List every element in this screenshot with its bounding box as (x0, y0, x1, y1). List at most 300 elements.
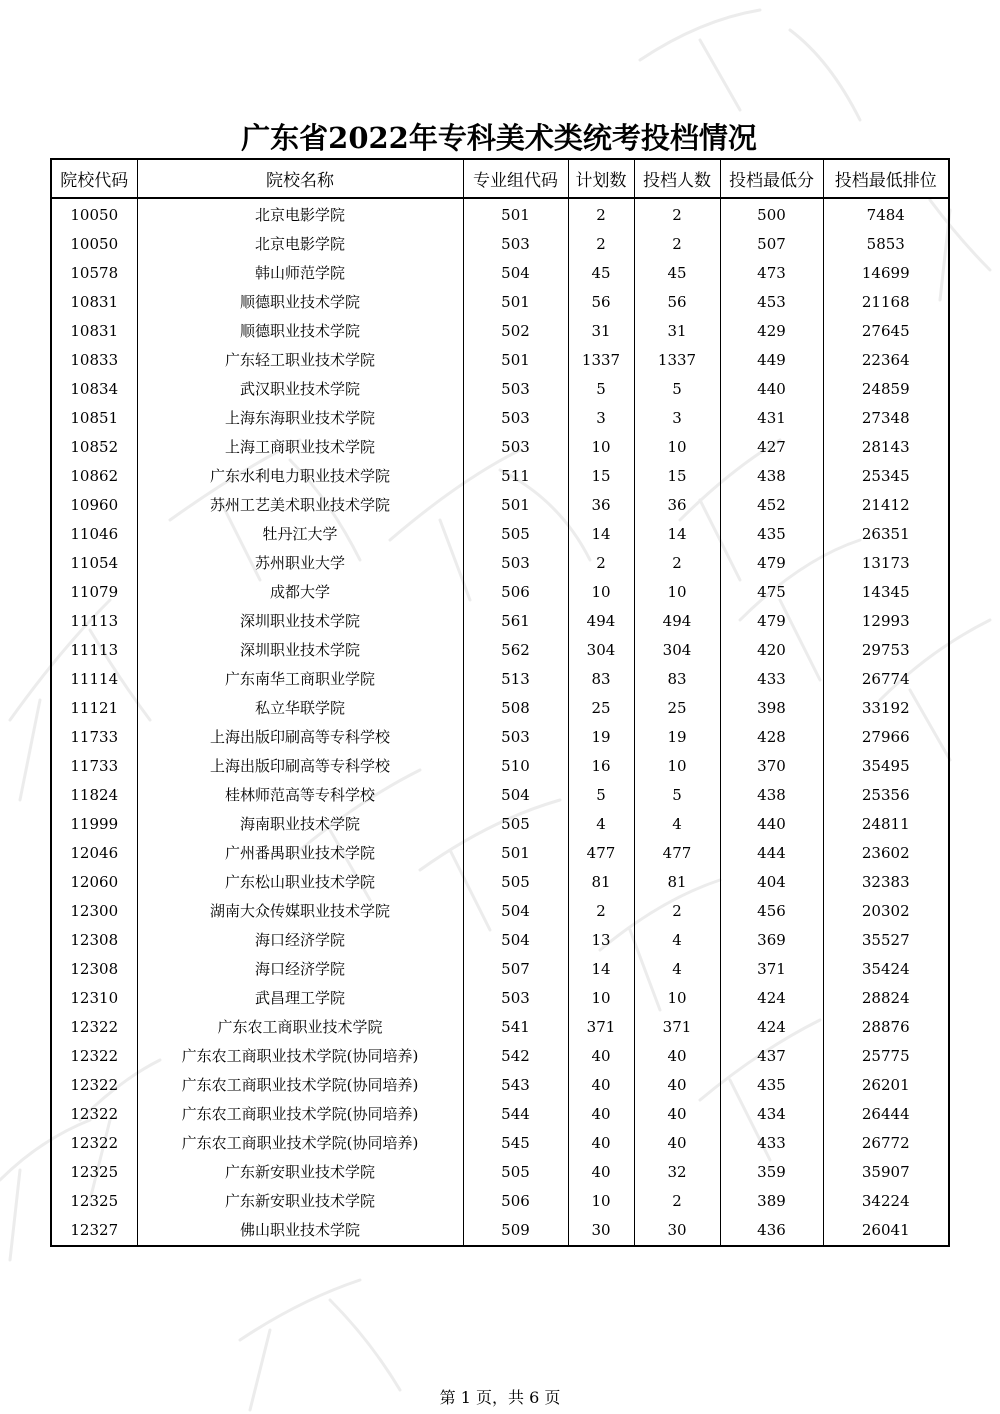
admission-table (50, 158, 950, 1247)
plan-count-cell: 477 (568, 839, 634, 868)
min-score-cell: 359 (720, 1158, 823, 1187)
admitted-count-cell: 10 (634, 752, 720, 781)
school-code-cell: 11114 (51, 665, 137, 694)
school-code-cell: 12322 (51, 1129, 137, 1158)
plan-count-cell: 13 (568, 926, 634, 955)
school-code-cell: 12322 (51, 1100, 137, 1129)
plan-count-cell: 10 (568, 984, 634, 1013)
school-name-cell: 广东农工商职业技术学院(协同培养) (137, 1071, 463, 1100)
school-code-cell: 11054 (51, 549, 137, 578)
school-name-cell: 北京电影学院 (137, 198, 463, 230)
admitted-count-cell: 14 (634, 520, 720, 549)
group-code-cell: 501 (463, 288, 568, 317)
group-code-cell: 507 (463, 955, 568, 984)
group-code-cell: 504 (463, 926, 568, 955)
min-rank-cell: 25345 (823, 462, 949, 491)
school-name-cell: 广东新安职业技术学院 (137, 1187, 463, 1216)
school-name-cell: 韩山师范学院 (137, 259, 463, 288)
plan-count-cell: 19 (568, 723, 634, 752)
school-name-cell: 广东南华工商职业学院 (137, 665, 463, 694)
school-name-cell: 上海出版印刷高等专科学校 (137, 752, 463, 781)
school-code-cell: 10831 (51, 288, 137, 317)
admitted-count-cell: 10 (634, 433, 720, 462)
table-row (51, 346, 949, 375)
school-name-cell: 广东农工商职业技术学院(协同培养) (137, 1042, 463, 1071)
admitted-count-cell: 83 (634, 665, 720, 694)
table-row (51, 1071, 949, 1100)
plan-count-cell: 14 (568, 520, 634, 549)
group-code-cell: 544 (463, 1100, 568, 1129)
group-code-cell: 543 (463, 1071, 568, 1100)
school-name-cell: 武昌理工学院 (137, 984, 463, 1013)
admitted-count-cell: 30 (634, 1216, 720, 1246)
admitted-count-cell: 56 (634, 288, 720, 317)
min-score-cell: 475 (720, 578, 823, 607)
min-score-cell: 404 (720, 868, 823, 897)
header-plan-count: 计划数 (568, 159, 634, 198)
group-code-cell: 541 (463, 1013, 568, 1042)
min-score-cell: 438 (720, 462, 823, 491)
group-code-cell: 545 (463, 1129, 568, 1158)
min-rank-cell: 21412 (823, 491, 949, 520)
plan-count-cell: 15 (568, 462, 634, 491)
school-code-cell: 10852 (51, 433, 137, 462)
admitted-count-cell: 40 (634, 1042, 720, 1071)
group-code-cell: 511 (463, 462, 568, 491)
min-score-cell: 427 (720, 433, 823, 462)
school-name-cell: 苏州工艺美术职业技术学院 (137, 491, 463, 520)
min-score-cell: 436 (720, 1216, 823, 1246)
school-name-cell: 武汉职业技术学院 (137, 375, 463, 404)
school-name-cell: 私立华联学院 (137, 694, 463, 723)
plan-count-cell: 14 (568, 955, 634, 984)
admitted-count-cell: 5 (634, 781, 720, 810)
table-row (51, 1013, 949, 1042)
school-name-cell: 广东农工商职业技术学院(协同培养) (137, 1129, 463, 1158)
admitted-count-cell: 81 (634, 868, 720, 897)
admitted-count-cell: 477 (634, 839, 720, 868)
min-score-cell: 370 (720, 752, 823, 781)
school-name-cell: 广东新安职业技术学院 (137, 1158, 463, 1187)
school-code-cell: 11113 (51, 636, 137, 665)
group-code-cell: 503 (463, 549, 568, 578)
school-name-cell: 海南职业技术学院 (137, 810, 463, 839)
group-code-cell: 506 (463, 578, 568, 607)
plan-count-cell: 4 (568, 810, 634, 839)
admitted-count-cell: 3 (634, 404, 720, 433)
min-score-cell: 420 (720, 636, 823, 665)
school-code-cell: 10862 (51, 462, 137, 491)
min-rank-cell: 35907 (823, 1158, 949, 1187)
school-code-cell: 11999 (51, 810, 137, 839)
header-min-rank: 投档最低排位 (823, 159, 949, 198)
min-rank-cell: 28876 (823, 1013, 949, 1042)
min-rank-cell: 22364 (823, 346, 949, 375)
min-score-cell: 479 (720, 607, 823, 636)
header-admitted-count: 投档人数 (634, 159, 720, 198)
min-rank-cell: 12993 (823, 607, 949, 636)
table-row (51, 1187, 949, 1216)
school-name-cell: 北京电影学院 (137, 230, 463, 259)
min-rank-cell: 20302 (823, 897, 949, 926)
min-score-cell: 369 (720, 926, 823, 955)
min-score-cell: 398 (720, 694, 823, 723)
plan-count-cell: 2 (568, 897, 634, 926)
school-name-cell: 上海工商职业技术学院 (137, 433, 463, 462)
plan-count-cell: 40 (568, 1129, 634, 1158)
header-school-name: 院校名称 (137, 159, 463, 198)
min-score-cell: 371 (720, 955, 823, 984)
school-name-cell: 广州番禺职业技术学院 (137, 839, 463, 868)
school-name-cell: 苏州职业大学 (137, 549, 463, 578)
min-rank-cell: 27966 (823, 723, 949, 752)
min-rank-cell: 5853 (823, 230, 949, 259)
group-code-cell: 505 (463, 520, 568, 549)
plan-count-cell: 40 (568, 1042, 634, 1071)
school-code-cell: 12300 (51, 897, 137, 926)
admitted-count-cell: 2 (634, 198, 720, 230)
plan-count-cell: 83 (568, 665, 634, 694)
table-row (51, 636, 949, 665)
group-code-cell: 502 (463, 317, 568, 346)
min-score-cell: 507 (720, 230, 823, 259)
group-code-cell: 503 (463, 375, 568, 404)
group-code-cell: 506 (463, 1187, 568, 1216)
admitted-count-cell: 31 (634, 317, 720, 346)
min-rank-cell: 26772 (823, 1129, 949, 1158)
plan-count-cell: 304 (568, 636, 634, 665)
plan-count-cell: 45 (568, 259, 634, 288)
school-code-cell: 11824 (51, 781, 137, 810)
min-score-cell: 440 (720, 810, 823, 839)
admitted-count-cell: 19 (634, 723, 720, 752)
min-rank-cell: 21168 (823, 288, 949, 317)
min-rank-cell: 24811 (823, 810, 949, 839)
group-code-cell: 503 (463, 230, 568, 259)
min-rank-cell: 26201 (823, 1071, 949, 1100)
group-code-cell: 508 (463, 694, 568, 723)
admitted-count-cell: 45 (634, 259, 720, 288)
min-score-cell: 424 (720, 1013, 823, 1042)
table-row (51, 433, 949, 462)
group-code-cell: 505 (463, 810, 568, 839)
group-code-cell: 501 (463, 346, 568, 375)
min-score-cell: 424 (720, 984, 823, 1013)
group-code-cell: 501 (463, 491, 568, 520)
school-name-cell: 广东轻工职业技术学院 (137, 346, 463, 375)
plan-count-cell: 40 (568, 1158, 634, 1187)
min-rank-cell: 14345 (823, 578, 949, 607)
table-row (51, 578, 949, 607)
school-code-cell: 12325 (51, 1158, 137, 1187)
table-row (51, 198, 949, 230)
plan-count-cell: 40 (568, 1100, 634, 1129)
school-code-cell: 10960 (51, 491, 137, 520)
plan-count-cell: 1337 (568, 346, 634, 375)
school-code-cell: 10851 (51, 404, 137, 433)
plan-count-cell: 81 (568, 868, 634, 897)
page-title: 广东省2022年专科美术类统考投档情况 (241, 121, 757, 155)
table-row (51, 752, 949, 781)
school-name-cell: 上海东海职业技术学院 (137, 404, 463, 433)
plan-count-cell: 5 (568, 375, 634, 404)
min-score-cell: 434 (720, 1100, 823, 1129)
admitted-count-cell: 40 (634, 1129, 720, 1158)
plan-count-cell: 25 (568, 694, 634, 723)
min-rank-cell: 28143 (823, 433, 949, 462)
min-score-cell: 433 (720, 1129, 823, 1158)
school-name-cell: 广东松山职业技术学院 (137, 868, 463, 897)
table-row (51, 404, 949, 433)
min-score-cell: 428 (720, 723, 823, 752)
school-code-cell: 11046 (51, 520, 137, 549)
min-score-cell: 449 (720, 346, 823, 375)
school-code-cell: 11113 (51, 607, 137, 636)
school-code-cell: 10831 (51, 317, 137, 346)
group-code-cell: 561 (463, 607, 568, 636)
group-code-cell: 501 (463, 198, 568, 230)
school-name-cell: 广东农工商职业技术学院(协同培养) (137, 1100, 463, 1129)
school-name-cell: 广东水利电力职业技术学院 (137, 462, 463, 491)
school-code-cell: 10050 (51, 230, 137, 259)
plan-count-cell: 56 (568, 288, 634, 317)
table-row (51, 520, 949, 549)
group-code-cell: 503 (463, 723, 568, 752)
school-name-cell: 上海出版印刷高等专科学校 (137, 723, 463, 752)
admitted-count-cell: 36 (634, 491, 720, 520)
min-rank-cell: 35495 (823, 752, 949, 781)
min-rank-cell: 25356 (823, 781, 949, 810)
plan-count-cell: 2 (568, 230, 634, 259)
admitted-count-cell: 2 (634, 230, 720, 259)
header-school-code: 院校代码 (51, 159, 137, 198)
table-row (51, 1216, 949, 1246)
min-rank-cell: 24859 (823, 375, 949, 404)
school-name-cell: 桂林师范高等专科学校 (137, 781, 463, 810)
group-code-cell: 503 (463, 433, 568, 462)
header-group-code: 专业组代码 (463, 159, 568, 198)
min-score-cell: 473 (720, 259, 823, 288)
plan-count-cell: 10 (568, 578, 634, 607)
group-code-cell: 504 (463, 897, 568, 926)
table-row (51, 1100, 949, 1129)
min-rank-cell: 32383 (823, 868, 949, 897)
school-code-cell: 12308 (51, 926, 137, 955)
admitted-count-cell: 32 (634, 1158, 720, 1187)
admitted-count-cell: 25 (634, 694, 720, 723)
group-code-cell: 510 (463, 752, 568, 781)
group-code-cell: 513 (463, 665, 568, 694)
school-name-cell: 广东农工商职业技术学院 (137, 1013, 463, 1042)
admitted-count-cell: 15 (634, 462, 720, 491)
table-row (51, 868, 949, 897)
admitted-count-cell: 10 (634, 984, 720, 1013)
table-row (51, 839, 949, 868)
school-code-cell: 12322 (51, 1042, 137, 1071)
school-code-cell: 11121 (51, 694, 137, 723)
plan-count-cell: 16 (568, 752, 634, 781)
plan-count-cell: 31 (568, 317, 634, 346)
table-row (51, 1129, 949, 1158)
min-rank-cell: 28824 (823, 984, 949, 1013)
min-rank-cell: 26774 (823, 665, 949, 694)
table-header-row (51, 159, 949, 198)
school-name-cell: 海口经济学院 (137, 955, 463, 984)
table-row (51, 317, 949, 346)
school-code-cell: 12322 (51, 1071, 137, 1100)
table-row (51, 810, 949, 839)
group-code-cell: 501 (463, 839, 568, 868)
min-rank-cell: 26444 (823, 1100, 949, 1129)
plan-count-cell: 30 (568, 1216, 634, 1246)
plan-count-cell: 494 (568, 607, 634, 636)
table-row (51, 723, 949, 752)
table-row (51, 230, 949, 259)
plan-count-cell: 36 (568, 491, 634, 520)
min-score-cell: 429 (720, 317, 823, 346)
admitted-count-cell: 40 (634, 1100, 720, 1129)
min-score-cell: 453 (720, 288, 823, 317)
min-rank-cell: 13173 (823, 549, 949, 578)
admitted-count-cell: 1337 (634, 346, 720, 375)
school-name-cell: 海口经济学院 (137, 926, 463, 955)
school-code-cell: 10578 (51, 259, 137, 288)
plan-count-cell: 40 (568, 1071, 634, 1100)
admitted-count-cell: 2 (634, 549, 720, 578)
school-code-cell: 12308 (51, 955, 137, 984)
min-rank-cell: 34224 (823, 1187, 949, 1216)
school-code-cell: 12327 (51, 1216, 137, 1246)
table-row (51, 607, 949, 636)
table-row (51, 984, 949, 1013)
min-score-cell: 440 (720, 375, 823, 404)
group-code-cell: 504 (463, 259, 568, 288)
plan-count-cell: 10 (568, 433, 634, 462)
plan-count-cell: 5 (568, 781, 634, 810)
admitted-count-cell: 4 (634, 955, 720, 984)
admitted-count-cell: 304 (634, 636, 720, 665)
group-code-cell: 542 (463, 1042, 568, 1071)
header-min-score: 投档最低分 (720, 159, 823, 198)
min-rank-cell: 35424 (823, 955, 949, 984)
plan-count-cell: 2 (568, 198, 634, 230)
table-row (51, 955, 949, 984)
table-row (51, 1158, 949, 1187)
min-rank-cell: 35527 (823, 926, 949, 955)
min-rank-cell: 7484 (823, 198, 949, 230)
plan-count-cell: 10 (568, 1187, 634, 1216)
plan-count-cell: 371 (568, 1013, 634, 1042)
admitted-count-cell: 371 (634, 1013, 720, 1042)
school-name-cell: 成都大学 (137, 578, 463, 607)
group-code-cell: 503 (463, 984, 568, 1013)
page-footer: 第 1 页，共 6 页 (439, 1388, 561, 1407)
min-score-cell: 452 (720, 491, 823, 520)
table-row (51, 665, 949, 694)
admitted-count-cell: 494 (634, 607, 720, 636)
group-code-cell: 504 (463, 781, 568, 810)
table-row (51, 897, 949, 926)
plan-count-cell: 2 (568, 549, 634, 578)
min-score-cell: 435 (720, 1071, 823, 1100)
table-row (51, 549, 949, 578)
table-row (51, 926, 949, 955)
min-rank-cell: 27348 (823, 404, 949, 433)
school-code-cell: 12046 (51, 839, 137, 868)
min-rank-cell: 26351 (823, 520, 949, 549)
min-score-cell: 438 (720, 781, 823, 810)
school-code-cell: 12060 (51, 868, 137, 897)
group-code-cell: 509 (463, 1216, 568, 1246)
table-row (51, 259, 949, 288)
table-row (51, 491, 949, 520)
admitted-count-cell: 2 (634, 1187, 720, 1216)
group-code-cell: 503 (463, 404, 568, 433)
table-row (51, 1042, 949, 1071)
admitted-count-cell: 40 (634, 1071, 720, 1100)
group-code-cell: 562 (463, 636, 568, 665)
min-rank-cell: 27645 (823, 317, 949, 346)
group-code-cell: 505 (463, 1158, 568, 1187)
min-score-cell: 435 (720, 520, 823, 549)
school-code-cell: 10834 (51, 375, 137, 404)
admitted-count-cell: 5 (634, 375, 720, 404)
min-score-cell: 444 (720, 839, 823, 868)
school-code-cell: 12325 (51, 1187, 137, 1216)
min-score-cell: 389 (720, 1187, 823, 1216)
min-score-cell: 456 (720, 897, 823, 926)
admitted-count-cell: 2 (634, 897, 720, 926)
min-score-cell: 500 (720, 198, 823, 230)
school-name-cell: 深圳职业技术学院 (137, 607, 463, 636)
table-row (51, 781, 949, 810)
min-rank-cell: 14699 (823, 259, 949, 288)
school-code-cell: 10050 (51, 198, 137, 230)
min-score-cell: 437 (720, 1042, 823, 1071)
school-name-cell: 湖南大众传媒职业技术学院 (137, 897, 463, 926)
school-name-cell: 佛山职业技术学院 (137, 1216, 463, 1246)
min-score-cell: 433 (720, 665, 823, 694)
school-code-cell: 12310 (51, 984, 137, 1013)
min-rank-cell: 33192 (823, 694, 949, 723)
plan-count-cell: 3 (568, 404, 634, 433)
school-code-cell: 11733 (51, 723, 137, 752)
school-name-cell: 牡丹江大学 (137, 520, 463, 549)
table-row (51, 288, 949, 317)
school-name-cell: 深圳职业技术学院 (137, 636, 463, 665)
school-code-cell: 10833 (51, 346, 137, 375)
min-score-cell: 479 (720, 549, 823, 578)
school-name-cell: 顺德职业技术学院 (137, 317, 463, 346)
table-body (51, 198, 949, 1246)
min-rank-cell: 26041 (823, 1216, 949, 1246)
min-rank-cell: 23602 (823, 839, 949, 868)
admitted-count-cell: 4 (634, 926, 720, 955)
school-name-cell: 顺德职业技术学院 (137, 288, 463, 317)
min-rank-cell: 29753 (823, 636, 949, 665)
min-score-cell: 431 (720, 404, 823, 433)
school-code-cell: 11079 (51, 578, 137, 607)
table-row (51, 375, 949, 404)
school-code-cell: 12322 (51, 1013, 137, 1042)
table-row (51, 694, 949, 723)
admitted-count-cell: 10 (634, 578, 720, 607)
min-rank-cell: 25775 (823, 1042, 949, 1071)
admitted-count-cell: 4 (634, 810, 720, 839)
table-row (51, 462, 949, 491)
school-code-cell: 11733 (51, 752, 137, 781)
group-code-cell: 505 (463, 868, 568, 897)
